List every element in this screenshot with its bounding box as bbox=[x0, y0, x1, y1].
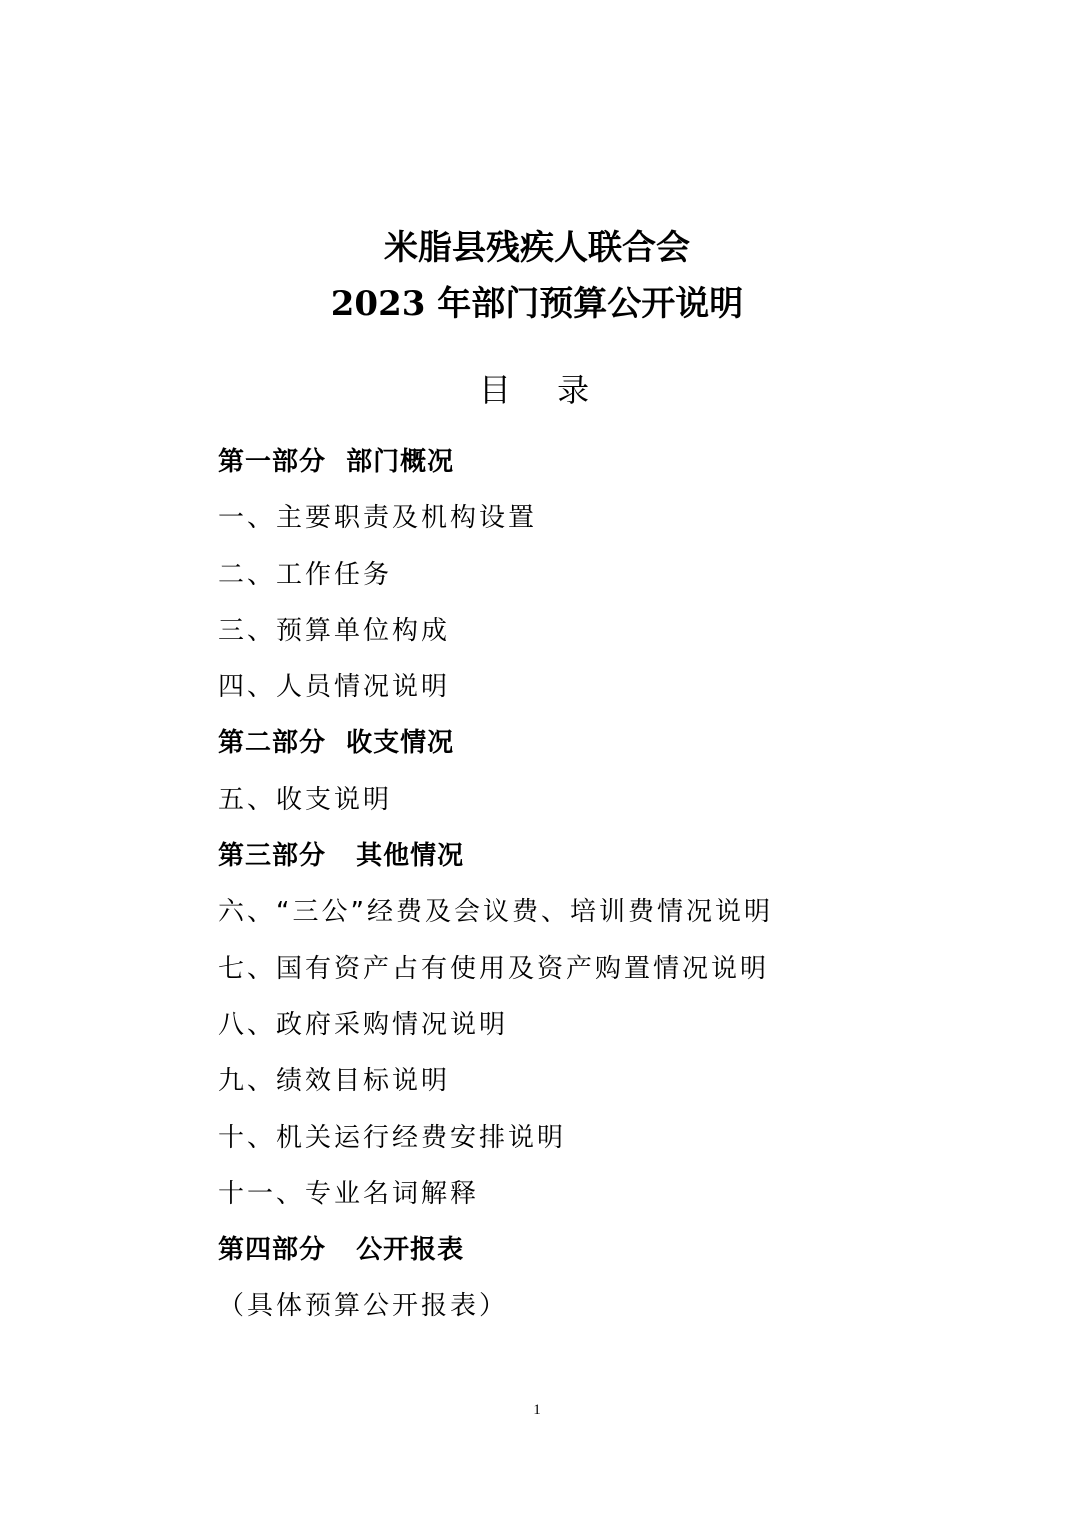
toc-part-heading: 第四部分 公开报表 bbox=[218, 1235, 465, 1266]
toc-entry: 四、人员情况说明 bbox=[218, 672, 451, 703]
toc-entry: 八、政府采购情况说明 bbox=[218, 1009, 509, 1040]
toc-part-heading: 第一部分 部门概况 bbox=[218, 447, 455, 477]
toc-entry: （具体预算公开报表） bbox=[218, 1291, 509, 1322]
toc-entry: 二、工作任务 bbox=[218, 559, 393, 590]
toc-entry: 一、主要职责及机构设置 bbox=[218, 503, 538, 534]
toc-entry: 五、收支说明 bbox=[218, 784, 393, 815]
table-of-contents bbox=[218, 440, 773, 1341]
document-title: 米脂县残疾人联合会 bbox=[384, 228, 690, 268]
document-subtitle: 2023 年部门预算公开说明 bbox=[330, 284, 744, 324]
toc-entry: 六、“三公”经费及会议费、培训费情况说明 bbox=[218, 897, 773, 928]
toc-part-heading: 第二部分 收支情况 bbox=[218, 728, 455, 759]
toc-heading: 目 录 bbox=[478, 371, 608, 409]
page-number: 1 bbox=[533, 1402, 541, 1418]
toc-entry: 九、绩效目标说明 bbox=[218, 1066, 451, 1097]
toc-entry: 十、机关运行经费安排说明 bbox=[218, 1122, 567, 1153]
toc-entry: 七、国有资产占有使用及资产购置情况说明 bbox=[218, 953, 770, 984]
toc-part-heading: 第三部分 其他情况 bbox=[218, 841, 465, 872]
toc-entry: 三、预算单位构成 bbox=[218, 615, 451, 646]
toc-entry: 十一、专业名词解释 bbox=[218, 1178, 480, 1209]
